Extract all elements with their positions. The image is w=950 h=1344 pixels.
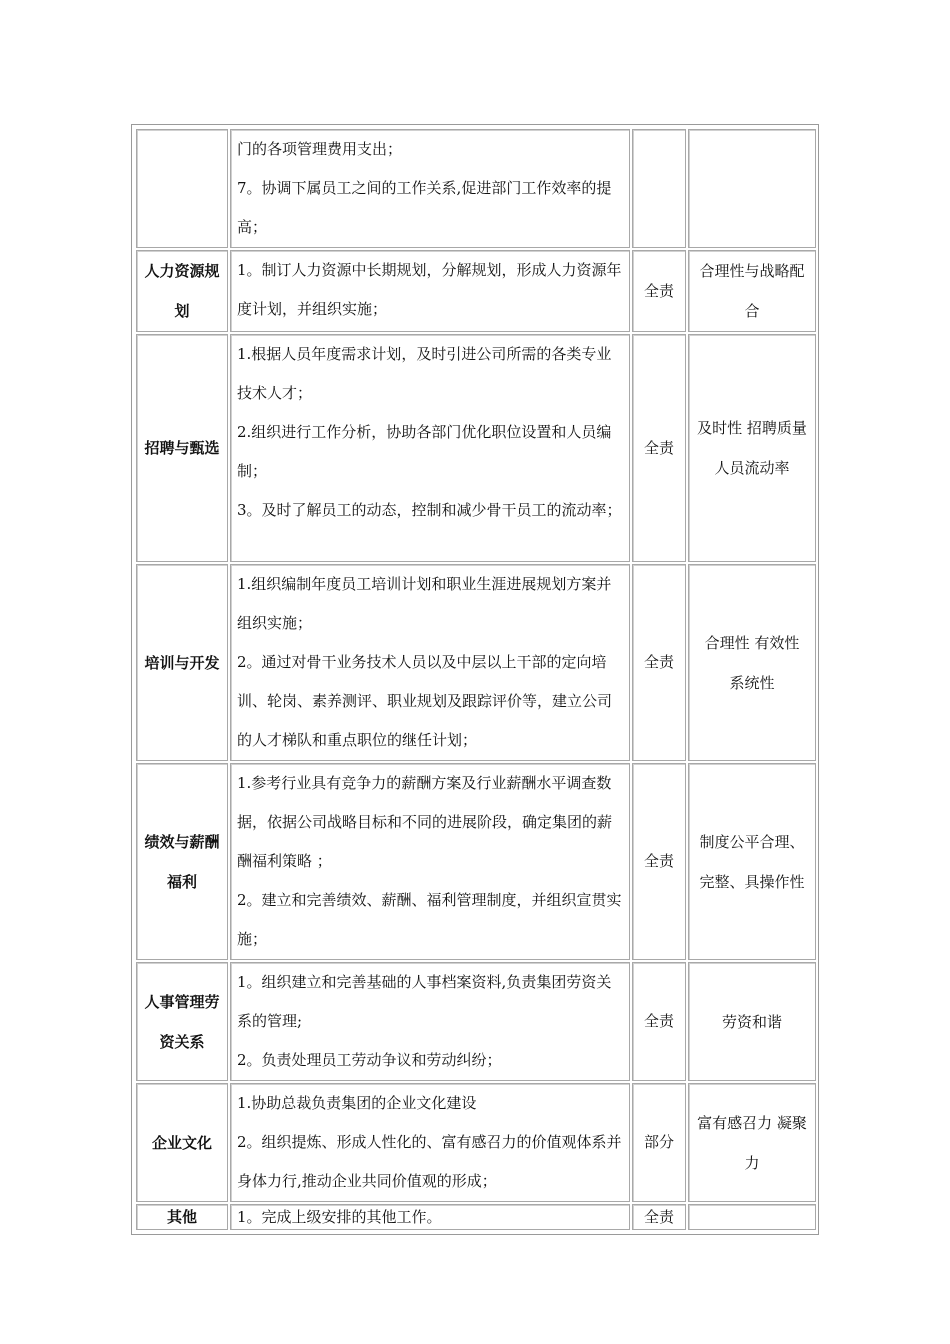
responsibility-cell: 全责	[632, 763, 686, 960]
kpi-cell	[688, 129, 816, 248]
duty-cell	[230, 129, 630, 248]
duty-cell	[230, 250, 630, 332]
responsibility-cell: 部分	[632, 1083, 686, 1202]
category-cell	[136, 129, 228, 248]
duty-cell	[230, 962, 630, 1081]
category-cell: 人力资源规划	[136, 250, 228, 332]
job-duties-table	[131, 124, 819, 1235]
kpi-cell: 合理性 有效性 系统性	[688, 564, 816, 761]
responsibility-cell: 全责	[632, 334, 686, 562]
category-cell: 招聘与甄选	[136, 334, 228, 562]
duty-line: 2.组织进行工作分析，协助各部门优化职位设置和人员编制；	[237, 423, 612, 480]
duties-grid	[134, 127, 818, 1232]
category-cell: 其他	[136, 1204, 228, 1230]
responsibility-cell: 全责	[632, 564, 686, 761]
duty-line: 2。负责处理员工劳动争议和劳动纠纷；	[237, 1051, 502, 1069]
kpi-cell: 及时性 招聘质量 人员流动率	[688, 334, 816, 562]
kpi-cell: 合理性与战略配合	[688, 250, 816, 332]
table-row	[136, 334, 816, 562]
duty-line: 1。制订人力资源中长期规划，分解规划，形成人力资源年度计划，并组织实施；	[237, 261, 622, 318]
duty-cell	[230, 564, 630, 761]
duty-line: 门的各项管理费用支出；	[237, 140, 403, 158]
duty-line: 2。组织提炼、形成人性化的、富有感召力的价值观体系并身体力行,推动企业共同价值观的形成；	[237, 1133, 622, 1190]
duty-line: 1.参考行业具有竞争力的薪酬方案及行业薪酬水平调查数据，依据公司战略目标和不同的进展阶段，确定集团的薪酬福利策略 ；	[237, 774, 613, 870]
table-row	[136, 1204, 816, 1230]
responsibility-cell: 全责	[632, 1204, 686, 1230]
responsibility-cell: 全责	[632, 962, 686, 1081]
duty-line: 2。通过对骨干业务技术人员以及中层以上干部的定向培训、轮岗、素养测评、职业规划及跟踪评价等，建立公司的人才梯队和重点职位的继任计划；	[237, 653, 613, 749]
table-row	[136, 962, 816, 1081]
duty-cell	[230, 334, 630, 562]
duty-line: 1。完成上级安排的其他工作。	[237, 1208, 442, 1226]
duty-line: 1.组织编制年度员工培训计划和职业生涯进展规划方案并组织实施；	[237, 575, 612, 632]
kpi-cell: 富有感召力 凝聚力	[688, 1083, 816, 1202]
duty-line: 2。建立和完善绩效、薪酬、福利管理制度，并组织宣贯实施；	[237, 891, 622, 948]
table-row	[136, 763, 816, 960]
category-cell: 企业文化	[136, 1083, 228, 1202]
duty-cell	[230, 1204, 630, 1230]
kpi-cell: 劳资和谐	[688, 962, 816, 1081]
kpi-cell: 制度公平合理、完整、具操作性	[688, 763, 816, 960]
duty-cell	[230, 1083, 630, 1202]
duty-line: 1。组织建立和完善基础的人事档案资料,负责集团劳资关系的管理;	[237, 973, 612, 1030]
duty-line: 3。及时了解员工的动态，控制和减少骨干员工的流动率；	[237, 501, 622, 519]
duty-line: 1.根据人员年度需求计划，及时引进公司所需的各类专业技术人才；	[237, 345, 612, 402]
category-cell: 绩效与薪酬福利	[136, 763, 228, 960]
responsibility-cell: 全责	[632, 250, 686, 332]
duty-cell	[230, 763, 630, 960]
table-row	[136, 1083, 816, 1202]
category-cell: 培训与开发	[136, 564, 228, 761]
kpi-cell	[688, 1204, 816, 1230]
table-row	[136, 250, 816, 332]
table-row	[136, 564, 816, 761]
responsibility-cell	[632, 129, 686, 248]
table-row	[136, 129, 816, 248]
duty-line: 1.协助总裁负责集团的企业文化建设	[237, 1094, 477, 1112]
duty-line: 7。协调下属员工之间的工作关系,促进部门工作效率的提高；	[237, 179, 612, 236]
category-cell: 人事管理劳资关系	[136, 962, 228, 1081]
